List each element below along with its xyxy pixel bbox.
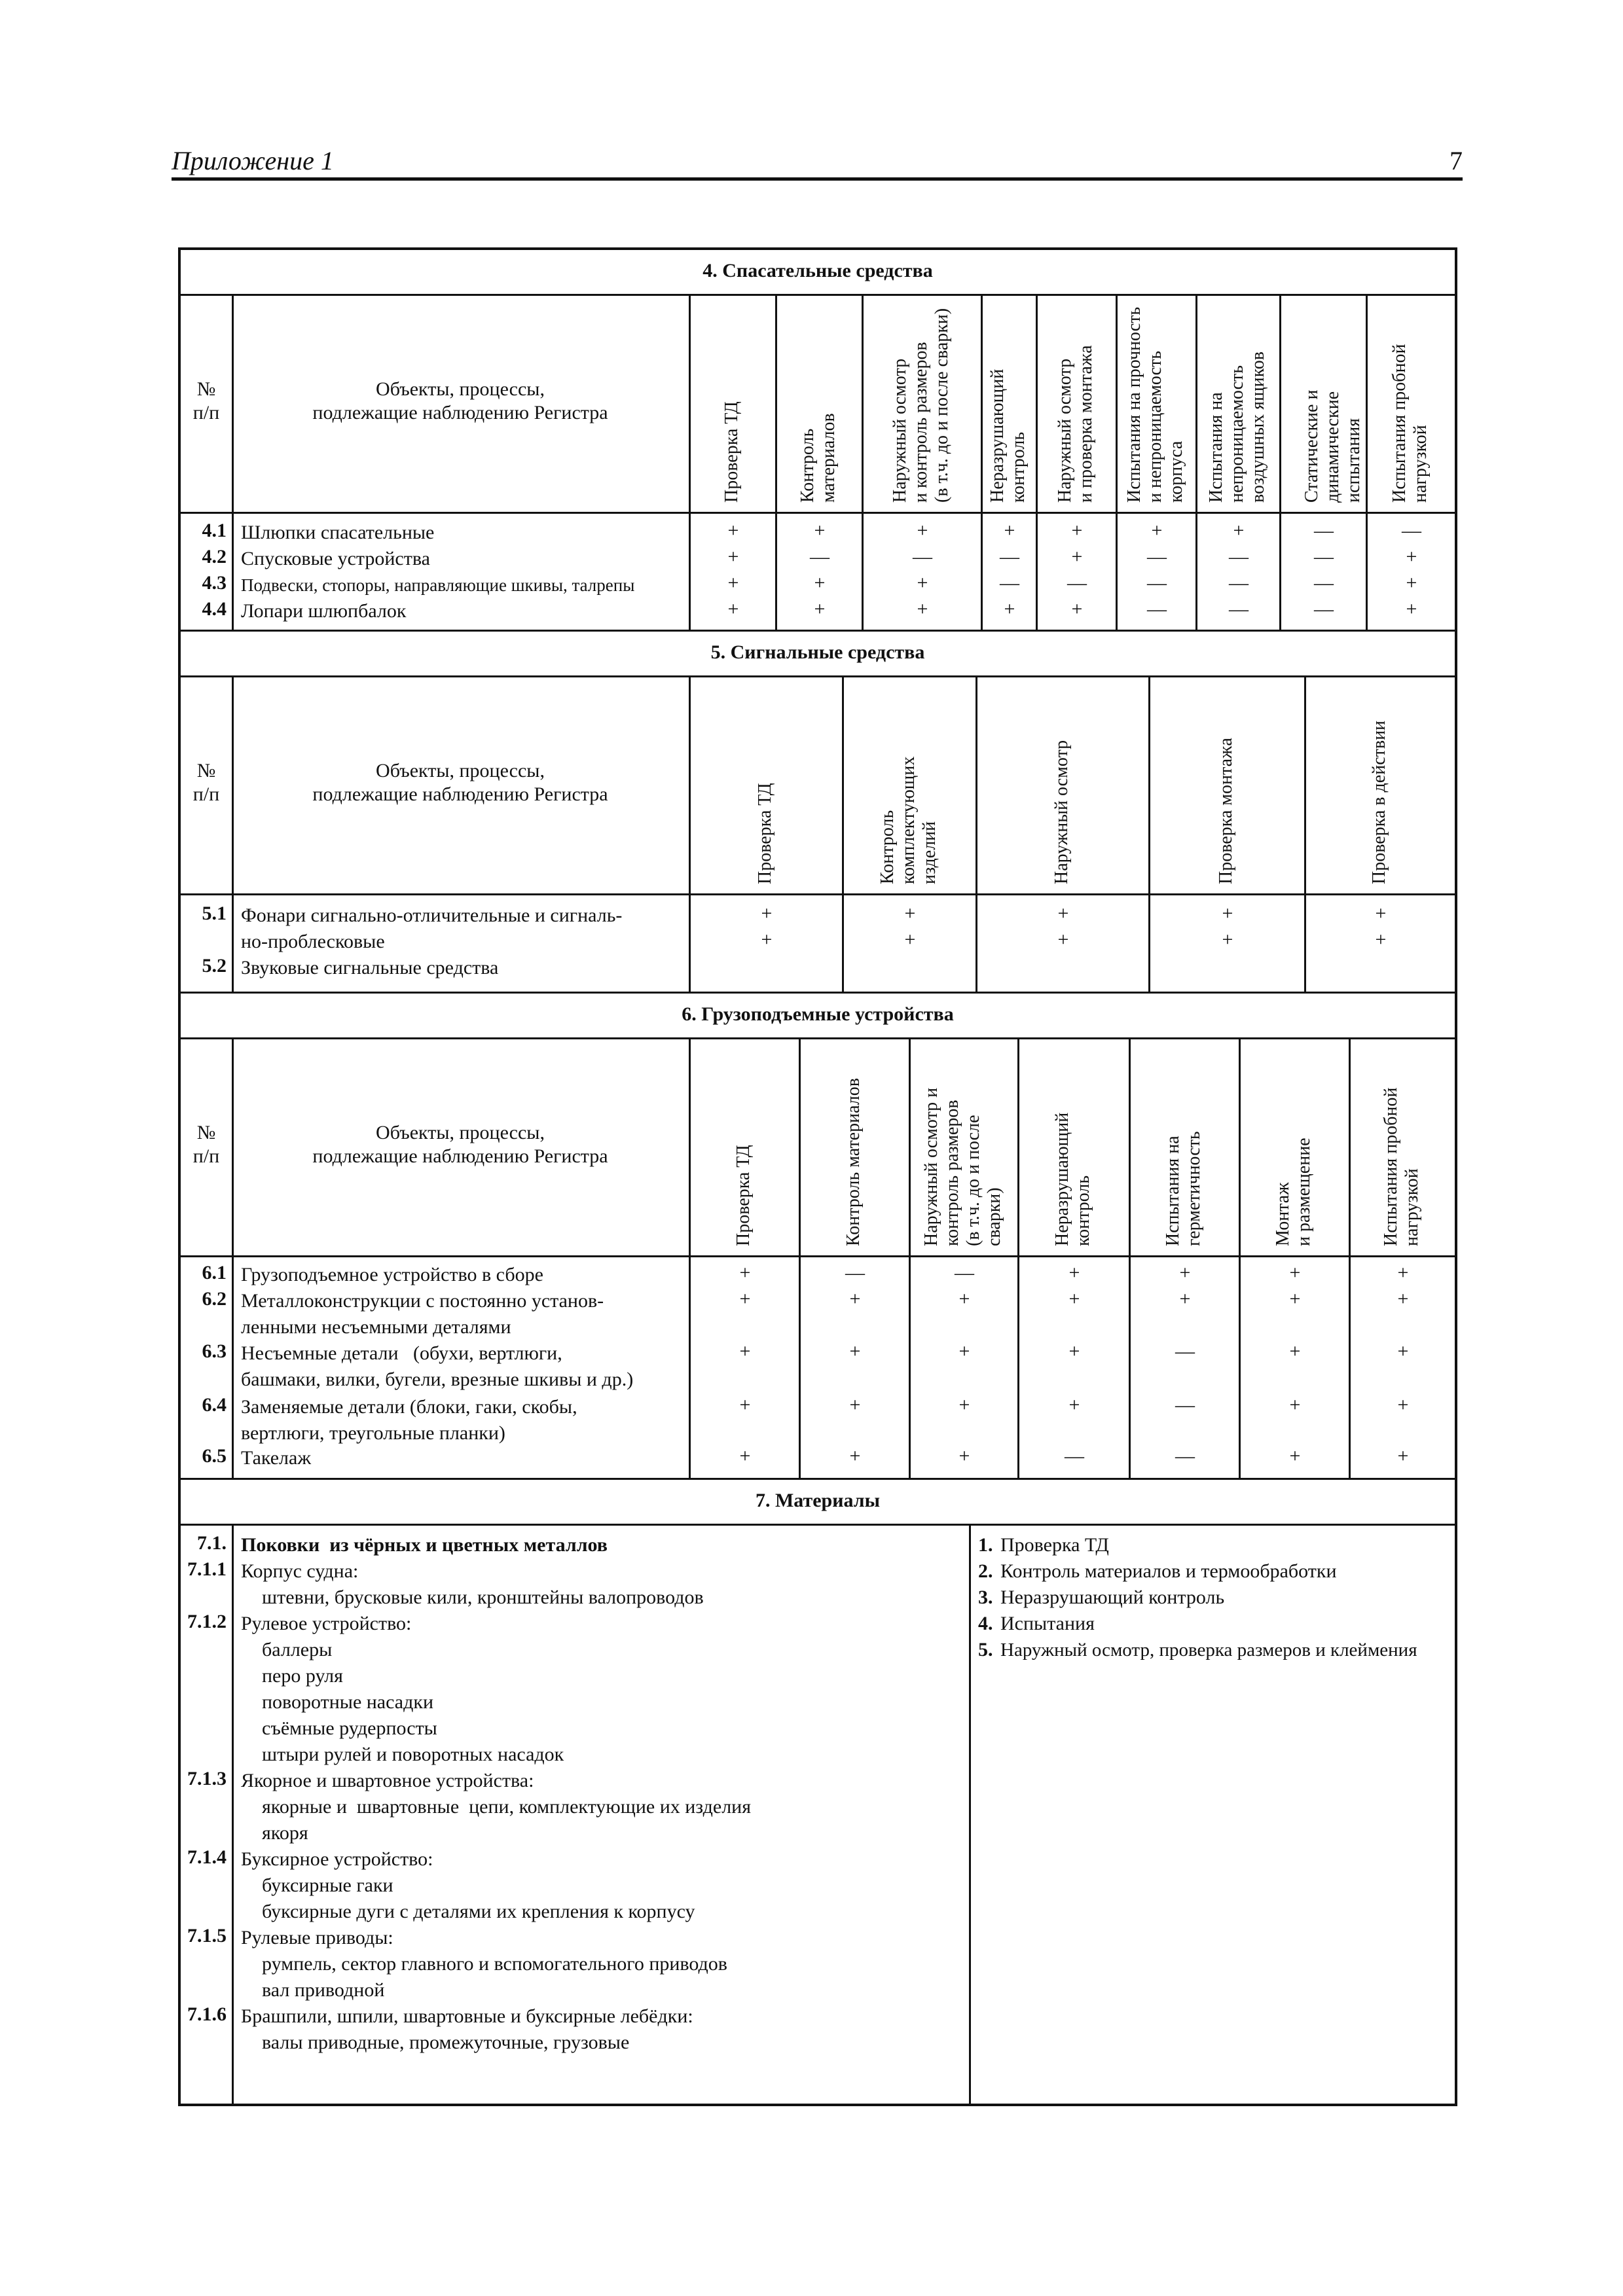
column-header: Испытания на герметичность (1163, 1131, 1204, 1246)
column-header: Наружный осмотр и контроль размеров (в т.ч. до и после сварки) (890, 308, 952, 503)
legend-text: Неразрушающий контроль (1000, 1587, 1225, 1608)
cell-mark: + (739, 1340, 751, 1362)
cell-mark: — (1229, 546, 1249, 567)
cell-mark: + (1406, 546, 1417, 567)
material-item: вал приводной (262, 1979, 385, 2001)
cell-mark: — (1314, 598, 1334, 620)
col-divider (842, 677, 844, 992)
cell-mark: — (1175, 1394, 1195, 1416)
cell-mark: + (761, 929, 773, 950)
cell-mark: — (1147, 546, 1167, 567)
material-group: Корпус судна: (241, 1560, 359, 1582)
row-number: 6.1 (202, 1262, 227, 1283)
cell-mark: — (1314, 572, 1334, 594)
col-divider (232, 1039, 234, 1478)
cell-mark: + (904, 929, 916, 950)
cell-mark: + (958, 1394, 970, 1416)
material-group: Якорное и швартовное устройства: (241, 1770, 534, 1791)
row-label: Несъемные детали (обухи, вертлюги, (241, 1342, 562, 1364)
cell-mark: + (1397, 1340, 1409, 1362)
cell-mark: + (739, 1262, 751, 1283)
col-divider (232, 296, 234, 630)
col-divider (1116, 296, 1118, 630)
cell-mark: + (1004, 520, 1015, 541)
cell-mark: — (1314, 520, 1334, 541)
col-divider (862, 296, 864, 630)
material-item: съёмные рудерпосты (262, 1717, 437, 1739)
legend-number: 3. (978, 1587, 993, 1608)
column-header: Испытания пробной нагрузкой (1389, 344, 1431, 503)
cell-mark: + (917, 572, 928, 594)
cell-mark: + (849, 1288, 861, 1310)
legend-text: Испытания (1000, 1613, 1095, 1634)
cell-mark: + (727, 572, 739, 594)
legend-text: Контроль материалов и термообработки (1000, 1560, 1337, 1582)
row-number: 5.2 (202, 955, 227, 977)
cell-mark: + (1151, 520, 1163, 541)
header-rule (172, 177, 1463, 181)
row-label: Спусковые устройства (241, 548, 430, 569)
header-rule (181, 1255, 1455, 1257)
cell-mark: + (1397, 1394, 1409, 1416)
col-divider (1304, 677, 1306, 992)
cell-mark: + (739, 1394, 751, 1416)
cell-mark: — (1147, 572, 1167, 594)
cell-mark: — (1000, 546, 1019, 567)
requirements-table (178, 247, 1457, 2106)
row-number: 6.4 (202, 1394, 227, 1416)
column-header: Испытания на непроницаемость воздушных ящиков (1206, 351, 1268, 503)
material-item: якорные и швартовные цепи, комплектующие их изделия (262, 1796, 752, 1818)
cell-mark: + (958, 1445, 970, 1467)
page-header (172, 145, 1463, 178)
column-header: Статические и динамические испытания (1302, 389, 1364, 503)
material-item: перо руля (262, 1665, 343, 1687)
cell-mark: + (1004, 598, 1015, 620)
col-divider (981, 296, 983, 630)
row-label-cont: но-проблесковые (241, 931, 385, 952)
header-rule (181, 512, 1455, 514)
row-number: 6.5 (202, 1445, 227, 1467)
row-label: Шлюпки спасательные (241, 522, 435, 543)
col-divider (1129, 1039, 1131, 1478)
cell-mark: + (1222, 903, 1233, 924)
cell-mark: + (1179, 1262, 1191, 1283)
cell-mark: + (1289, 1340, 1301, 1362)
row-number: 6.3 (202, 1340, 227, 1362)
column-header: Наружный осмотр (1051, 740, 1072, 884)
col-divider (909, 1039, 911, 1478)
column-header: Проверка монтажа (1216, 738, 1236, 884)
cell-mark: + (958, 1340, 970, 1362)
cell-mark: — (1229, 572, 1249, 594)
row-label: Заменяемые детали (блоки, гаки, скобы, (241, 1396, 577, 1418)
material-item: баллеры (262, 1639, 333, 1660)
cell-mark: + (814, 520, 826, 541)
section-title: 7. Материалы (181, 1480, 1455, 1526)
cell-mark: + (1068, 1288, 1080, 1310)
material-group: Брашпили, шпили, швартовные и буксирные лебёдки: (241, 2005, 693, 2027)
header-rule (181, 893, 1455, 895)
cell-mark: + (1057, 929, 1069, 950)
cell-mark: + (849, 1394, 861, 1416)
section-title: 4. Спасательные средства (181, 250, 1455, 296)
cell-mark: + (1289, 1262, 1301, 1283)
legend-text: Проверка ТД (1000, 1534, 1109, 1556)
cell-mark: + (1406, 598, 1417, 620)
cell-mark: + (761, 903, 773, 924)
cell-mark: + (1289, 1288, 1301, 1310)
cell-mark: + (1233, 520, 1245, 541)
row-number: 5.1 (202, 903, 227, 924)
cell-mark: + (1397, 1288, 1409, 1310)
col-divider (689, 677, 691, 992)
cell-mark: + (958, 1288, 970, 1310)
cell-mark: — (913, 546, 932, 567)
row-number: 7.1.5 (187, 1925, 227, 1946)
cell-mark: + (1222, 929, 1233, 950)
cell-mark: + (904, 903, 916, 924)
section-title: 5. Сигнальные средства (181, 632, 1455, 677)
cell-mark: + (1406, 572, 1417, 594)
col-divider (1195, 296, 1197, 630)
cell-mark: — (1000, 572, 1019, 594)
cell-mark: — (1229, 598, 1249, 620)
cell-mark: + (917, 520, 928, 541)
column-header: Наружный осмотр и проверка монтажа (1055, 345, 1096, 503)
material-group: Рулевое устройство: (241, 1613, 412, 1634)
material-item: штыри рулей и поворотных насадок (262, 1744, 564, 1765)
cell-mark: — (845, 1262, 865, 1283)
row-number: 7.1.2 (187, 1611, 227, 1632)
col-divider (1148, 677, 1150, 992)
column-header: Проверка в действии (1369, 720, 1389, 884)
col-divider (969, 1526, 971, 2104)
cell-mark: + (1071, 546, 1083, 567)
material-item: якоря (262, 1822, 308, 1844)
col-divider (1036, 296, 1038, 630)
cell-mark: + (849, 1340, 861, 1362)
column-header: Испытания на прочность и непроницаемость корпуса (1124, 306, 1186, 503)
cell-mark: + (1397, 1262, 1409, 1283)
cell-mark: + (1397, 1445, 1409, 1467)
column-header: Контроль комплектующих изделий (877, 756, 939, 884)
cell-mark: + (849, 1445, 861, 1467)
row-label: Подвески, стопоры, направляющие шкивы, талрепы (241, 575, 635, 595)
cell-mark: + (727, 520, 739, 541)
row-number: 7.1.3 (187, 1768, 227, 1789)
column-header: Проверка ТД (755, 783, 775, 884)
col-divider (976, 677, 977, 992)
section-title: 6. Грузоподъемные устройства (181, 994, 1455, 1039)
row-number: 4.2 (202, 546, 227, 567)
material-item: румпель, сектор главного и вспомогательного приводов (262, 1953, 727, 1975)
cell-mark: + (727, 546, 739, 567)
row-label: Грузоподъемное устройство в сборе (241, 1264, 543, 1285)
cell-mark: + (1068, 1262, 1080, 1283)
column-header: Неразрушающий контроль (1052, 1112, 1093, 1246)
col-divider (689, 1039, 691, 1478)
column-header: Неразрушающий контроль (987, 368, 1029, 503)
col-divider (1349, 1039, 1351, 1478)
row-number: 7.1. (197, 1532, 227, 1554)
row-number: 6.2 (202, 1288, 227, 1310)
row-number: 7.1.6 (187, 2003, 227, 2025)
cell-mark: + (1179, 1288, 1191, 1310)
cell-mark: + (1068, 1340, 1080, 1362)
row-label: Лопари шлюпбалок (241, 600, 407, 622)
page-number: 7 (1450, 146, 1463, 175)
material-item: буксирные дуги с деталями их крепления к корпусу (262, 1901, 695, 1922)
legend-number: 1. (978, 1534, 993, 1556)
number-header: № п/п (192, 760, 220, 805)
row-label-cont: башмаки, вилки, бугели, врезные шкивы и др.) (241, 1369, 634, 1390)
cell-mark: — (1314, 546, 1334, 567)
column-header: Испытания пробной нагрузкой (1381, 1087, 1422, 1246)
cell-mark: + (1375, 929, 1387, 950)
cell-mark: — (1175, 1340, 1195, 1362)
row-label: Такелаж (241, 1447, 312, 1469)
cell-mark: + (739, 1288, 751, 1310)
cell-mark: — (1067, 572, 1087, 594)
column-header: Проверка ТД (733, 1145, 754, 1246)
cell-mark: + (814, 598, 826, 620)
col-divider (232, 1526, 234, 2104)
col-divider (1017, 1039, 1019, 1478)
cell-mark: — (1065, 1445, 1084, 1467)
cell-mark: — (1402, 520, 1421, 541)
column-header: Контроль материалов (797, 413, 839, 503)
cell-mark: + (814, 572, 826, 594)
row-label-cont: ленными несъемными деталями (241, 1316, 511, 1338)
row-number: 4.4 (202, 598, 227, 620)
cell-mark: + (727, 598, 739, 620)
cell-mark: + (1289, 1445, 1301, 1467)
legend-number: 5. (978, 1639, 993, 1660)
column-header: Контроль материалов (843, 1078, 864, 1246)
row-label-cont: вертлюги, треугольные планки) (241, 1422, 505, 1444)
row-number: 7.1.1 (187, 1558, 227, 1580)
material-item: поворотные насадки (262, 1691, 434, 1713)
column-header: Наружный осмотр и контроль размеров (в т.ч. до и после сварки) (921, 1087, 1004, 1246)
cell-mark: — (810, 546, 830, 567)
cell-mark: + (1289, 1394, 1301, 1416)
col-divider (1239, 1039, 1241, 1478)
cell-mark: — (1147, 598, 1167, 620)
row-label: Металлоконструкции с постоянно установ- (241, 1290, 604, 1312)
cell-mark: — (1175, 1445, 1195, 1467)
cell-mark: + (1068, 1394, 1080, 1416)
material-group: Рулевые приводы: (241, 1927, 393, 1948)
col-divider (775, 296, 777, 630)
col-divider (1279, 296, 1281, 630)
number-header: № п/п (192, 378, 220, 423)
cell-mark: + (1071, 520, 1083, 541)
col-divider (1366, 296, 1368, 630)
material-item: штевни, брусковые кили, кронштейны валопроводов (262, 1587, 704, 1608)
cell-mark: — (955, 1262, 974, 1283)
material-group: Поковки из чёрных и цветных металлов (241, 1534, 608, 1556)
cell-mark: + (1057, 903, 1069, 924)
legend-text: Наружный осмотр, проверка размеров и клеймения (1000, 1640, 1417, 1660)
material-item: буксирные гаки (262, 1874, 393, 1896)
column-header: Монтаж и размещение (1273, 1138, 1314, 1246)
row-number: 7.1.4 (187, 1846, 227, 1868)
objects-header: Объекты, процессы, подлежащие наблюдению Регистра (312, 1122, 608, 1167)
legend-number: 2. (978, 1560, 993, 1582)
row-label: Звуковые сигнальные средства (241, 957, 499, 978)
col-divider (232, 677, 234, 992)
row-number: 4.3 (202, 572, 227, 594)
material-item: валы приводные, промежуточные, грузовые (262, 2032, 630, 2053)
cell-mark: + (1071, 598, 1083, 620)
col-divider (799, 1039, 801, 1478)
column-header: Проверка ТД (721, 401, 742, 503)
cell-mark: + (1375, 903, 1387, 924)
number-header: № п/п (192, 1122, 220, 1167)
appendix-title: Приложение 1 (172, 146, 334, 175)
col-divider (689, 296, 691, 630)
row-label: Фонари сигнально-отличительные и сигналь- (241, 905, 623, 926)
row-number: 4.1 (202, 520, 227, 541)
objects-header: Объекты, процессы, подлежащие наблюдению Регистра (312, 378, 608, 423)
material-group: Буксирное устройство: (241, 1848, 433, 1870)
cell-mark: + (917, 598, 928, 620)
legend-number: 4. (978, 1613, 993, 1634)
objects-header: Объекты, процессы, подлежащие наблюдению Регистра (312, 760, 608, 805)
cell-mark: + (739, 1445, 751, 1467)
